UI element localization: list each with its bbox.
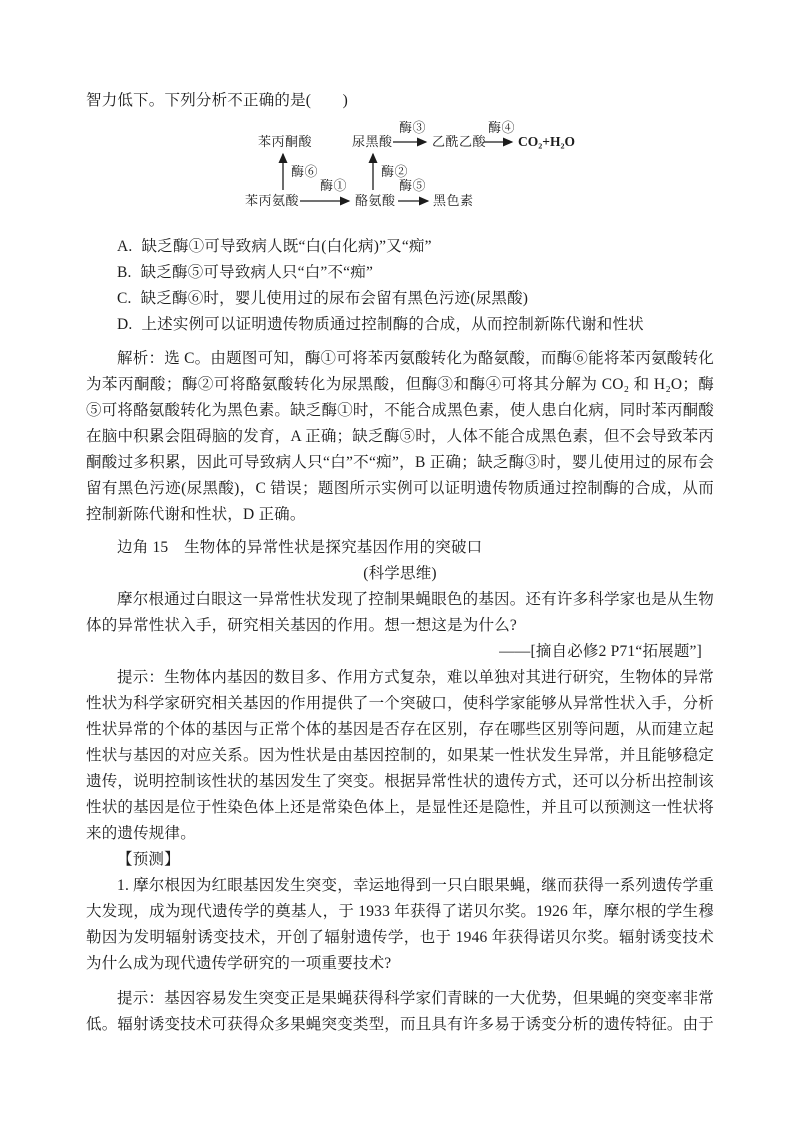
corner-note-subheading: (科学思维) [363,565,437,582]
option-a-label: A. [117,238,133,255]
corner-note-heading: 边角 15 生物体的异常性状是探究基因作用的突破口 [117,539,483,556]
label-enzyme5: 酶⑤ [399,178,427,193]
corner-note-source: ——[摘自必修2 P71“拓展题”] [499,643,702,660]
prediction-item1-hint: 提示：基因容易发生突变正是果蝇获得科学家们青睐的一大优势，但果蝇的突变率非常低。辐射诱变技术可获得众多果蝇突变类型，而且具有许多易于诱变分析的遗传特征。由于 [86,990,715,1033]
node-phenylpyruvic-acid: 苯丙酮酸 [258,134,313,149]
question-stem-tail: 智力低下。下列分析不正确的是( ) [86,92,348,109]
node-co2-h2o: CO₂+H₂O [518,134,576,149]
option-c-label: C. [117,290,132,307]
label-enzyme2: 酶② [381,164,409,179]
option-d-text: 上述实例可以证明遗传物质通过控制酶的合成，从而控制新陈代谢和性状 [141,316,644,333]
label-enzyme6: 酶⑥ [291,164,319,179]
option-a [86,234,714,260]
option-c [86,286,714,312]
label-enzyme3: 酶③ [399,120,427,135]
option-d [86,312,714,338]
option-a-text: 缺乏酶①可导致病人既“白(白化病)”又“痴” [141,238,432,255]
corner-note-body: 摩尔根通过白眼这一异常性状发现了控制果蝇眼色的基因。还有许多科学家也是从生物体的异常性状入手，研究相关基因的作用。想一想这是为什么? [86,591,714,634]
analysis-paragraph: 解析：选 C。由题图可知，酶①可将苯丙氨酸转化为酪氨酸，而酶⑥能将苯丙氨酸转化为苯丙酮酸；酶②可将酪氨酸转化为尿黑酸，但酶③和酶④可将其分解为 CO₂ 和 H₂O；酶⑤可将酪氨酸转化为黑色素。缺乏酶①时，不能合成黑色素，使人患白化病，同时苯丙酮酸在脑中积累会阻碍脑的发育，A 正确；缺乏酶⑤时，人体不能合成黑色素，但不会导致苯丙酮酸过多积累，因此可导致病人只“白”不“痴”，B 正确；缺乏酶③时，婴儿使用过的尿布会留有黑色污迹(尿黑酸)，C 错误；题图所示实例可以证明遗传物质通过控制酶的合成，从而控制新陈代谢和性状，D 正确。 [86,350,715,523]
node-melanin: 黑色素 [433,193,474,208]
prediction-item1: 1. 摩尔根因为红眼基因发生突变，幸运地得到一只白眼果蝇，继而获得一系列遗传学重大发现，成为现代遗传学的奠基人，于 1933 年获得了诺贝尔奖。1926 年，摩尔根的学生穆勒因为发明辐射诱变技术，开创了辐射遗传学，也于 1946 年获得诺贝尔奖。辐射诱变技术为什么成为现代遗传学研究的一项重要技术? [86,877,715,972]
option-b [86,260,714,286]
label-enzyme4: 酶④ [488,120,516,135]
option-b-label: B. [117,264,132,281]
label-enzyme1: 酶① [320,178,348,193]
node-homogentisic-acid: 尿黑酸 [352,134,393,149]
corner-note-hint: 提示：生物体内基因的数目多、作用方式复杂，难以单独对其进行研究，生物体的异常性状为科学家研究相关基因的作用提供了一个突破口，使科学家能够从异常性状入手，分析性状异常的个体的基因与正常个体的基因是否存在区别，存在哪些区别等问题，从而建立起性状与基因的对应关系。因为性状是由基因控制的，如果某一性状发生异常，并且能够稳定遗传，说明控制该性状的基因发生了突变。根据异常性状的遗传方式，还可以分析出控制该性状的基因是位于性染色体上还是常染色体上，是显性还是隐性，并且可以预测这一性状将来的遗传规律。 [86,669,715,842]
node-tyrosine: 酪氨酸 [355,193,396,208]
option-b-text: 缺乏酶⑤可导致病人只“白”不“痴” [140,264,374,281]
node-acetoacetic-acid: 乙酰乙酸 [432,134,487,149]
metabolic-pathway-diagram [86,122,714,221]
option-c-text: 缺乏酶⑥时，婴儿使用过的尿布会留有黑色污迹(尿黑酸) [140,290,529,307]
prediction-heading: 【预测】 [117,851,180,868]
node-phenylalanine: 苯丙氨酸 [245,193,300,208]
option-d-label: D. [117,316,133,333]
